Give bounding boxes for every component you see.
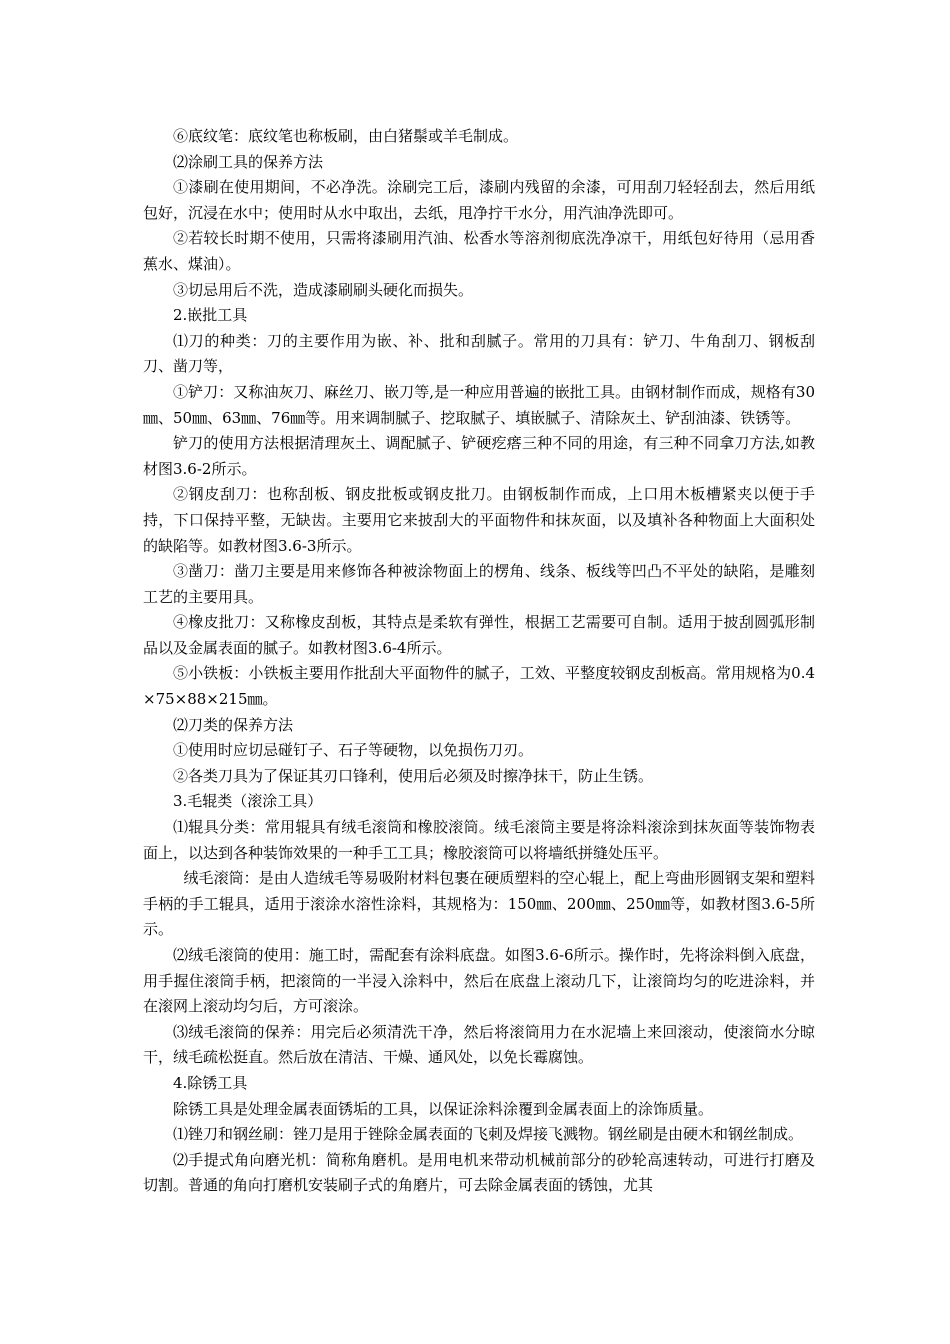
- paragraph-15: ①使用时应切忌碰钉子、石子等硬物，以免损伤刀刃。: [173, 741, 534, 760]
- paragraph-7: ⑴刀的种类：刀的主要作用为嵌、补、批和刮腻子。常用的刀具有：铲刀、牛角刮刀、钢板刮刀、凿刀等，: [143, 331, 815, 376]
- paragraph-1: ⑥底纹笔：底纹笔也称板刷，由白猪鬃或羊毛制成。: [173, 127, 519, 145]
- paragraph-10: ②钢皮刮刀：也称刮板、钢皮批板或钢皮批刀。由钢板制作而成，上口用木板槽紧夹以便于手持，下口保持平整，无缺齿。主要用它来披刮大的平面物件和抹灰面，以及填补各种物面上大面积处的缺陷等。如教材图3.6-3所示。: [143, 485, 815, 555]
- paragraph-16: ②各类刀具为了保证其刃口锋利，使用后必须及时擦净抹干，防止生锈。: [173, 766, 654, 785]
- paragraph-23: 除锈工具是处理金属表面锈垢的工具，以保证涂料涂覆到金属表面上的涂饰质量。: [173, 1099, 714, 1118]
- paragraph-2: ⑵涂刷工具的保养方法: [173, 152, 324, 171]
- paragraph-3: ①漆刷在使用期间，不必净洗。涂刷完工后，漆刷内残留的余漆，可用刮刀轻轻刮去，然后用纸包好，沉浸在水中；使用时从水中取出，去纸，甩净拧干水分，用汽油净洗即可。: [143, 178, 815, 222]
- paragraph-8: ①铲刀：又称油灰刀、麻丝刀、嵌刀等,是一种应用普遍的嵌批工具。由钢材制作而成，规格有30㎜、50㎜、63㎜、76㎜等。用来调制腻子、挖取腻子、填嵌腻子、清除灰土、铲刮油漆、铁锈等。: [143, 382, 815, 427]
- paragraph-25: ⑵手提式角向磨光机：简称角磨机。是用电机来带动机械前部分的砂轮高速转动，可进行打磨及切割。普通的角向打磨机安装刷子式的角磨片，可去除金属表面的锈蚀，尤其: [143, 1150, 815, 1195]
- section-heading-3: 3.毛辊类（滚涂工具）: [173, 792, 323, 811]
- paragraph-18: ⑴辊具分类：常用辊具有绒毛滚筒和橡胶滚筒。绒毛滚筒主要是将涂料滚涂到抹灰面等装饰物表面上，以达到各种装饰效果的一种手工工具；橡胶滚筒可以将墙纸拼缝处压平。: [143, 818, 815, 862]
- paragraph-9: 铲刀的使用方法根据清理灰土、调配腻子、铲硬疙瘩三种不同的用途，有三种不同拿刀方法,如教材图3.6-2所示。: [143, 434, 815, 478]
- paragraph-4: ②若较长时期不使用，只需将漆刷用汽油、松香水等溶剂彻底洗净凉干，用纸包好待用（忌用香蕉水、煤油）。: [143, 229, 815, 273]
- paragraph-13: ⑤小铁板：小铁板主要用作批刮大平面物件的腻子，工效、平整度较钢皮刮板高。常用规格为0.4×75×88×215㎜。: [143, 664, 815, 709]
- paragraph-11: ③凿刀：凿刀主要是用来修饰各种被涂物面上的楞角、线条、板线等凹凸不平处的缺陷，是雕刻工艺的主要用具。: [143, 562, 815, 606]
- paragraph-21: ⑶绒毛滚筒的保养：用完后必须清洗干净，然后将滚筒用力在水泥墙上来回滚动，使滚筒水分晾干，绒毛疏松挺直。然后放在清洁、干燥、通风处，以免长霉腐蚀。: [143, 1022, 815, 1067]
- paragraph-24: ⑴锉刀和钢丝刷：锉刀是用于锉除金属表面的飞刺及焊接飞溅物。钢丝刷是由硬木和钢丝制成。: [173, 1125, 804, 1144]
- paragraph-14: ⑵刀类的保养方法: [173, 715, 294, 734]
- section-heading-4: 4.除锈工具: [173, 1073, 248, 1092]
- paragraph-5: ③切忌用后不洗，造成漆刷刷头硬化而损失。: [173, 280, 474, 299]
- paragraph-20: ⑵绒毛滚筒的使用：施工时，需配套有涂料底盘。如图3.6-6所示。操作时，先将涂料倒入底盘，用手握住滚筒手柄，把滚筒的一半浸入涂料中，然后在底盘上滚动几下，让滚筒均匀的吃进涂料，并在滚网上滚动均匀后，方可滚涂。: [143, 946, 815, 1016]
- paragraph-12: ④橡皮批刀：又称橡皮刮板，其特点是柔软有弹性，根据工艺需要可自制。适用于披刮圆弧形制品以及金属表面的腻子。如教材图3.6-4所示。: [143, 613, 815, 657]
- paragraph-19: 绒毛滚筒：是由人造绒毛等易吸附材料包裹在硬质塑料的空心辊上，配上弯曲形圆钢支架和塑料手柄的手工辊具，适用于滚涂水溶性涂料，其规格为：150㎜、200㎜、250㎜等，如教材图3.6-5所示。: [143, 869, 815, 939]
- document-body: [143, 124, 815, 1199]
- section-heading-2: 2.嵌批工具: [173, 306, 248, 325]
